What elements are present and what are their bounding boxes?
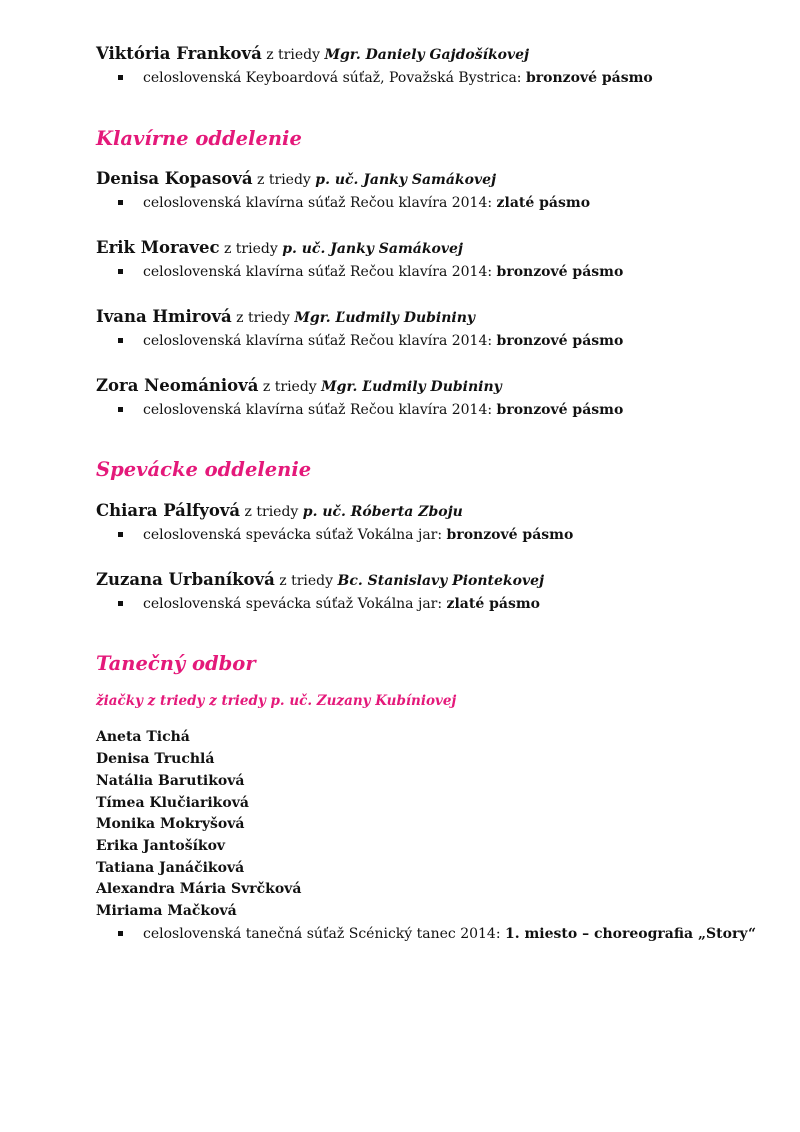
award-result: bronzové pásmo xyxy=(496,333,624,349)
bullet-icon xyxy=(118,407,123,412)
teacher-name: Mgr. Ľudmily Dubininy xyxy=(321,379,502,395)
award-result: 1. miesto – choreografia „Story“ xyxy=(504,926,757,942)
class-connector: z triedy xyxy=(219,241,283,257)
award-bullet xyxy=(118,400,623,420)
bullet-icon xyxy=(118,269,123,274)
class-connector: z triedy xyxy=(252,172,316,188)
class-connector: z triedy xyxy=(231,310,295,326)
class-connector: z triedy xyxy=(240,504,303,520)
award-bullet xyxy=(118,331,623,351)
award-entry-name-line xyxy=(96,376,502,397)
section-heading-piano: Klavírne oddelenie xyxy=(96,127,302,150)
teacher-name: Mgr. Daniely Gajdošíkovej xyxy=(324,47,530,63)
bullet-icon xyxy=(118,931,123,936)
pupil-name: Alexandra Mária Svrčková xyxy=(96,881,302,897)
pupil-name: Monika Mokryšová xyxy=(96,816,245,832)
competition-text: celoslovenská tanečná súťaž Scénický tanec 2014: xyxy=(143,926,505,942)
competition-text: celoslovenská Keyboardová súťaž, Považská Bystrica: xyxy=(143,70,526,86)
class-connector: z triedy xyxy=(258,379,322,395)
teacher-name: p. uč. Janky Samákovej xyxy=(315,172,497,188)
award-result: bronzové pásmo xyxy=(496,264,624,280)
bullet-icon xyxy=(118,200,123,205)
student-name: Erik Moravec xyxy=(96,238,220,257)
section-heading-vocal: Spevácke oddelenie xyxy=(96,458,312,481)
class-connector: z triedy xyxy=(261,47,325,63)
competition-text: celoslovenská klavírna súťaž Rečou klavíra 2014: xyxy=(143,402,497,418)
student-name: Zora Neomániová xyxy=(96,376,259,395)
award-result: bronzové pásmo xyxy=(496,402,624,418)
student-name: Denisa Kopasová xyxy=(96,169,253,188)
competition-text: celoslovenská klavírna súťaž Rečou klavíra 2014: xyxy=(143,264,497,280)
bullet-icon xyxy=(118,601,123,606)
award-entry-name-line xyxy=(96,570,544,591)
award-bullet xyxy=(118,262,623,282)
award-bullet xyxy=(118,594,540,614)
bullet-icon xyxy=(118,75,123,80)
pupil-name: Denisa Truchlá xyxy=(96,751,215,767)
competition-text: celoslovenská spevácka súťaž Vokálna jar: xyxy=(143,527,447,543)
bullet-icon xyxy=(118,532,123,537)
award-entry-name-line xyxy=(96,307,475,328)
teacher-name: Bc. Stanislavy Piontekovej xyxy=(337,573,545,589)
competition-text: celoslovenská spevácka súťaž Vokálna jar: xyxy=(143,596,447,612)
pupil-name: Tatiana Janáčiková xyxy=(96,860,245,876)
teacher-name: Mgr. Ľudmily Dubininy xyxy=(294,310,476,326)
teacher-name: p. uč. Janky Samákovej xyxy=(282,241,463,257)
award-bullet xyxy=(118,924,756,944)
pupil-name: Tímea Klučiariková xyxy=(96,795,249,811)
student-name: Ivana Hmirová xyxy=(96,307,232,326)
pupil-name: Erika Jantošíkov xyxy=(96,838,226,854)
award-result: zlaté pásmo xyxy=(496,195,591,211)
section-heading-dance: Tanečný odbor xyxy=(96,652,256,675)
award-entry-name-line xyxy=(96,238,463,259)
award-entry-name-line xyxy=(96,501,463,522)
award-result: zlaté pásmo xyxy=(446,596,541,612)
award-entry-name-line xyxy=(96,44,529,65)
award-entry-name-line xyxy=(96,169,496,190)
student-name: Chiara Pálfyová xyxy=(96,501,241,520)
competition-text: celoslovenská klavírna súťaž Rečou klavíra 2014: xyxy=(143,333,497,349)
pupil-name: Aneta Tichá xyxy=(96,729,190,745)
award-result: bronzové pásmo xyxy=(525,70,653,86)
award-result: bronzové pásmo xyxy=(446,527,574,543)
pupil-name: Miriama Mačková xyxy=(96,903,237,919)
pupil-name: Natália Barutiková xyxy=(96,773,245,789)
competition-text: celoslovenská klavírna súťaž Rečou klavíra 2014: xyxy=(143,195,497,211)
award-bullet xyxy=(118,193,590,213)
student-name: Viktória Franková xyxy=(96,44,262,63)
class-connector: z triedy xyxy=(274,573,338,589)
award-bullet xyxy=(118,68,653,88)
dance-class-subheading: žiačky z triedy z triedy p. uč. Zuzany Kubíniovej xyxy=(96,693,457,709)
bullet-icon xyxy=(118,338,123,343)
student-name: Zuzana Urbaníková xyxy=(96,570,275,589)
teacher-name: p. uč. Róberta Zboju xyxy=(302,504,463,520)
award-bullet xyxy=(118,525,573,545)
